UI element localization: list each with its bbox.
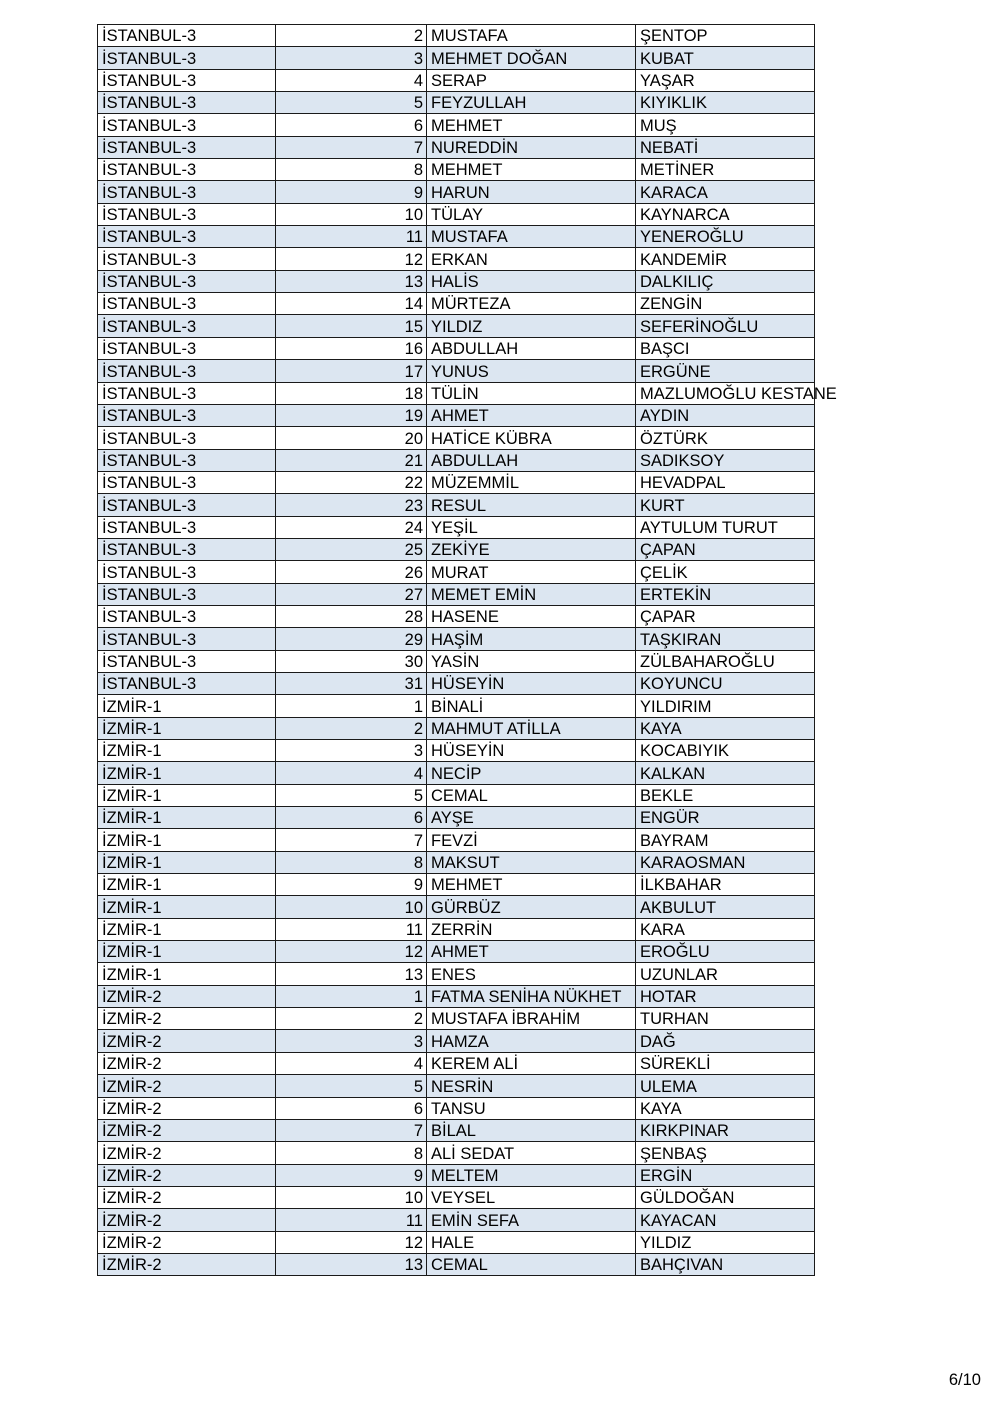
district-cell: İZMİR-1 bbox=[98, 941, 276, 963]
district-cell: İSTANBUL-3 bbox=[98, 561, 276, 583]
first-name-cell: FEVZİ bbox=[427, 829, 636, 851]
last-name-cell: DALKILIÇ bbox=[636, 270, 815, 292]
rank-cell: 7 bbox=[276, 1119, 427, 1141]
last-name-cell: AYTULUM TURUT bbox=[636, 516, 815, 538]
rank-cell: 21 bbox=[276, 449, 427, 471]
first-name-cell: MUSTAFA bbox=[427, 25, 636, 47]
table-row bbox=[98, 1030, 815, 1052]
district-cell: İSTANBUL-3 bbox=[98, 494, 276, 516]
rank-cell: 30 bbox=[276, 650, 427, 672]
district-cell: İZMİR-1 bbox=[98, 762, 276, 784]
table-row bbox=[98, 25, 815, 47]
district-cell: İZMİR-1 bbox=[98, 717, 276, 739]
rank-cell: 13 bbox=[276, 963, 427, 985]
first-name-cell: ABDULLAH bbox=[427, 337, 636, 359]
first-name-cell: MAHMUT ATİLLA bbox=[427, 717, 636, 739]
first-name-cell: MEHMET DOĞAN bbox=[427, 47, 636, 69]
district-cell: İSTANBUL-3 bbox=[98, 360, 276, 382]
first-name-cell: YASİN bbox=[427, 650, 636, 672]
table-row bbox=[98, 1209, 815, 1231]
first-name-cell: GÜRBÜZ bbox=[427, 896, 636, 918]
rank-cell: 9 bbox=[276, 874, 427, 896]
rank-cell: 11 bbox=[276, 1209, 427, 1231]
district-cell: İSTANBUL-3 bbox=[98, 315, 276, 337]
rank-cell: 11 bbox=[276, 226, 427, 248]
last-name-cell: KAYA bbox=[636, 717, 815, 739]
last-name-cell: KARAOSMAN bbox=[636, 851, 815, 873]
district-cell: İZMİR-2 bbox=[98, 1186, 276, 1208]
rank-cell: 14 bbox=[276, 293, 427, 315]
last-name-cell: KURT bbox=[636, 494, 815, 516]
rank-cell: 13 bbox=[276, 1253, 427, 1275]
table-row bbox=[98, 717, 815, 739]
first-name-cell: ZEKİYE bbox=[427, 538, 636, 560]
district-cell: İSTANBUL-3 bbox=[98, 605, 276, 627]
first-name-cell: MEHMET bbox=[427, 114, 636, 136]
last-name-cell: ERGİN bbox=[636, 1164, 815, 1186]
last-name-cell: ERTEKİN bbox=[636, 583, 815, 605]
district-cell: İZMİR-1 bbox=[98, 851, 276, 873]
table-row bbox=[98, 181, 815, 203]
table-row bbox=[98, 1253, 815, 1275]
last-name-cell: KUBAT bbox=[636, 47, 815, 69]
table-row bbox=[98, 427, 815, 449]
last-name-cell: BAHÇIVAN bbox=[636, 1253, 815, 1275]
first-name-cell: CEMAL bbox=[427, 784, 636, 806]
rank-cell: 6 bbox=[276, 807, 427, 829]
table-row bbox=[98, 896, 815, 918]
first-name-cell: YILDIZ bbox=[427, 315, 636, 337]
rank-cell: 24 bbox=[276, 516, 427, 538]
rank-cell: 19 bbox=[276, 404, 427, 426]
rank-cell: 3 bbox=[276, 1030, 427, 1052]
table-row bbox=[98, 583, 815, 605]
table-row bbox=[98, 807, 815, 829]
first-name-cell: MELTEM bbox=[427, 1164, 636, 1186]
table-row bbox=[98, 1097, 815, 1119]
district-cell: İSTANBUL-3 bbox=[98, 449, 276, 471]
table-row bbox=[98, 672, 815, 694]
district-cell: İZMİR-2 bbox=[98, 1231, 276, 1253]
last-name-cell: ÖZTÜRK bbox=[636, 427, 815, 449]
district-cell: İZMİR-1 bbox=[98, 807, 276, 829]
table-row bbox=[98, 650, 815, 672]
first-name-cell: HÜSEYİN bbox=[427, 740, 636, 762]
last-name-cell: BEKLE bbox=[636, 784, 815, 806]
rank-cell: 1 bbox=[276, 985, 427, 1007]
table-row bbox=[98, 449, 815, 471]
table-row bbox=[98, 918, 815, 940]
last-name-cell: KIRKPINAR bbox=[636, 1119, 815, 1141]
table-row bbox=[98, 963, 815, 985]
district-cell: İSTANBUL-3 bbox=[98, 471, 276, 493]
table-row bbox=[98, 404, 815, 426]
district-cell: İZMİR-1 bbox=[98, 740, 276, 762]
table-row bbox=[98, 538, 815, 560]
table-row bbox=[98, 337, 815, 359]
rank-cell: 5 bbox=[276, 784, 427, 806]
last-name-cell: YAŞAR bbox=[636, 69, 815, 91]
first-name-cell: TANSU bbox=[427, 1097, 636, 1119]
rank-cell: 23 bbox=[276, 494, 427, 516]
first-name-cell: NECİP bbox=[427, 762, 636, 784]
district-cell: İSTANBUL-3 bbox=[98, 92, 276, 114]
first-name-cell: HALE bbox=[427, 1231, 636, 1253]
table-row bbox=[98, 851, 815, 873]
last-name-cell: KARACA bbox=[636, 181, 815, 203]
district-cell: İZMİR-2 bbox=[98, 1253, 276, 1275]
rank-cell: 8 bbox=[276, 1142, 427, 1164]
district-cell: İZMİR-2 bbox=[98, 1209, 276, 1231]
rank-cell: 2 bbox=[276, 25, 427, 47]
table-row bbox=[98, 1075, 815, 1097]
first-name-cell: ZERRİN bbox=[427, 918, 636, 940]
last-name-cell: SADIKSOY bbox=[636, 449, 815, 471]
rank-cell: 8 bbox=[276, 851, 427, 873]
rank-cell: 10 bbox=[276, 896, 427, 918]
first-name-cell: FEYZULLAH bbox=[427, 92, 636, 114]
table-row bbox=[98, 874, 815, 896]
first-name-cell: AHMET bbox=[427, 404, 636, 426]
district-cell: İSTANBUL-3 bbox=[98, 181, 276, 203]
table-row bbox=[98, 293, 815, 315]
first-name-cell: TÜLİN bbox=[427, 382, 636, 404]
table-row bbox=[98, 248, 815, 270]
district-cell: İZMİR-2 bbox=[98, 1075, 276, 1097]
first-name-cell: MEMET EMİN bbox=[427, 583, 636, 605]
table-row bbox=[98, 47, 815, 69]
rank-cell: 2 bbox=[276, 1008, 427, 1030]
district-cell: İZMİR-2 bbox=[98, 1097, 276, 1119]
table-row bbox=[98, 1119, 815, 1141]
rank-cell: 25 bbox=[276, 538, 427, 560]
table-row bbox=[98, 1008, 815, 1030]
first-name-cell: HÜSEYİN bbox=[427, 672, 636, 694]
last-name-cell: ZENGİN bbox=[636, 293, 815, 315]
first-name-cell: NUREDDİN bbox=[427, 136, 636, 158]
first-name-cell: VEYSEL bbox=[427, 1186, 636, 1208]
rank-cell: 4 bbox=[276, 69, 427, 91]
table-row bbox=[98, 315, 815, 337]
last-name-cell: KIYIKLIK bbox=[636, 92, 815, 114]
table-row bbox=[98, 784, 815, 806]
district-cell: İZMİR-2 bbox=[98, 1052, 276, 1074]
table-row bbox=[98, 1142, 815, 1164]
first-name-cell: RESUL bbox=[427, 494, 636, 516]
table-row bbox=[98, 829, 815, 851]
rank-cell: 4 bbox=[276, 1052, 427, 1074]
district-cell: İZMİR-1 bbox=[98, 918, 276, 940]
district-cell: İSTANBUL-3 bbox=[98, 382, 276, 404]
rank-cell: 3 bbox=[276, 740, 427, 762]
last-name-cell: KOCABIYIK bbox=[636, 740, 815, 762]
table-row bbox=[98, 270, 815, 292]
first-name-cell: MEHMET bbox=[427, 874, 636, 896]
first-name-cell: SERAP bbox=[427, 69, 636, 91]
table-row bbox=[98, 941, 815, 963]
first-name-cell: MURAT bbox=[427, 561, 636, 583]
district-cell: İZMİR-2 bbox=[98, 1119, 276, 1141]
last-name-cell: ERGÜNE bbox=[636, 360, 815, 382]
last-name-cell: DAĞ bbox=[636, 1030, 815, 1052]
table-row bbox=[98, 1164, 815, 1186]
last-name-cell: KALKAN bbox=[636, 762, 815, 784]
table-row bbox=[98, 628, 815, 650]
last-name-cell: AKBULUT bbox=[636, 896, 815, 918]
rank-cell: 6 bbox=[276, 114, 427, 136]
last-name-cell: ŞENTOP bbox=[636, 25, 815, 47]
district-cell: İSTANBUL-3 bbox=[98, 427, 276, 449]
rank-cell: 17 bbox=[276, 360, 427, 382]
first-name-cell: YUNUS bbox=[427, 360, 636, 382]
table-row bbox=[98, 561, 815, 583]
district-cell: İZMİR-1 bbox=[98, 963, 276, 985]
rank-cell: 6 bbox=[276, 1097, 427, 1119]
rank-cell: 16 bbox=[276, 337, 427, 359]
district-cell: İZMİR-2 bbox=[98, 1030, 276, 1052]
district-cell: İSTANBUL-3 bbox=[98, 248, 276, 270]
district-cell: İZMİR-2 bbox=[98, 1008, 276, 1030]
rank-cell: 2 bbox=[276, 717, 427, 739]
rank-cell: 5 bbox=[276, 1075, 427, 1097]
district-cell: İSTANBUL-3 bbox=[98, 583, 276, 605]
district-cell: İSTANBUL-3 bbox=[98, 628, 276, 650]
district-cell: İSTANBUL-3 bbox=[98, 114, 276, 136]
district-cell: İSTANBUL-3 bbox=[98, 203, 276, 225]
rank-cell: 7 bbox=[276, 829, 427, 851]
rank-cell: 26 bbox=[276, 561, 427, 583]
rank-cell: 12 bbox=[276, 248, 427, 270]
first-name-cell: ERKAN bbox=[427, 248, 636, 270]
last-name-cell: HEVADPAL bbox=[636, 471, 815, 493]
table-row bbox=[98, 516, 815, 538]
rank-cell: 9 bbox=[276, 1164, 427, 1186]
last-name-cell: ÇELİK bbox=[636, 561, 815, 583]
rank-cell: 12 bbox=[276, 941, 427, 963]
last-name-cell: GÜLDOĞAN bbox=[636, 1186, 815, 1208]
last-name-cell: TURHAN bbox=[636, 1008, 815, 1030]
rank-cell: 8 bbox=[276, 159, 427, 181]
last-name-cell: MAZLUMOĞLU KESTANE bbox=[636, 382, 815, 404]
last-name-cell: KARA bbox=[636, 918, 815, 940]
table-row bbox=[98, 1186, 815, 1208]
table-row bbox=[98, 69, 815, 91]
last-name-cell: KAYA bbox=[636, 1097, 815, 1119]
table-row bbox=[98, 226, 815, 248]
table-row bbox=[98, 360, 815, 382]
table-row bbox=[98, 471, 815, 493]
first-name-cell: ALİ SEDAT bbox=[427, 1142, 636, 1164]
rank-cell: 1 bbox=[276, 695, 427, 717]
table-row bbox=[98, 762, 815, 784]
district-cell: İZMİR-1 bbox=[98, 784, 276, 806]
table-row bbox=[98, 92, 815, 114]
rank-cell: 5 bbox=[276, 92, 427, 114]
first-name-cell: HARUN bbox=[427, 181, 636, 203]
rank-cell: 9 bbox=[276, 181, 427, 203]
first-name-cell: HAMZA bbox=[427, 1030, 636, 1052]
table-row bbox=[98, 740, 815, 762]
rank-cell: 10 bbox=[276, 203, 427, 225]
rank-cell: 31 bbox=[276, 672, 427, 694]
first-name-cell: HASENE bbox=[427, 605, 636, 627]
last-name-cell: ULEMA bbox=[636, 1075, 815, 1097]
table-row bbox=[98, 494, 815, 516]
rank-cell: 10 bbox=[276, 1186, 427, 1208]
rank-cell: 4 bbox=[276, 762, 427, 784]
table-row bbox=[98, 136, 815, 158]
first-name-cell: HATİCE KÜBRA bbox=[427, 427, 636, 449]
district-cell: İSTANBUL-3 bbox=[98, 293, 276, 315]
first-name-cell: ABDULLAH bbox=[427, 449, 636, 471]
district-cell: İSTANBUL-3 bbox=[98, 25, 276, 47]
first-name-cell: CEMAL bbox=[427, 1253, 636, 1275]
first-name-cell: MUSTAFA İBRAHİM bbox=[427, 1008, 636, 1030]
first-name-cell: AYŞE bbox=[427, 807, 636, 829]
table-row bbox=[98, 114, 815, 136]
table-row bbox=[98, 1052, 815, 1074]
rank-cell: 29 bbox=[276, 628, 427, 650]
first-name-cell: MEHMET bbox=[427, 159, 636, 181]
table-row bbox=[98, 1231, 815, 1253]
rank-cell: 22 bbox=[276, 471, 427, 493]
table-row bbox=[98, 203, 815, 225]
district-cell: İSTANBUL-3 bbox=[98, 516, 276, 538]
rank-cell: 18 bbox=[276, 382, 427, 404]
first-name-cell: YEŞİL bbox=[427, 516, 636, 538]
last-name-cell: ŞENBAŞ bbox=[636, 1142, 815, 1164]
first-name-cell: KEREM ALİ bbox=[427, 1052, 636, 1074]
first-name-cell: EMİN SEFA bbox=[427, 1209, 636, 1231]
district-cell: İZMİR-2 bbox=[98, 985, 276, 1007]
first-name-cell: MAKSUT bbox=[427, 851, 636, 873]
last-name-cell: HOTAR bbox=[636, 985, 815, 1007]
last-name-cell: SEFERİNOĞLU bbox=[636, 315, 815, 337]
last-name-cell: ENGÜR bbox=[636, 807, 815, 829]
first-name-cell: BİLAL bbox=[427, 1119, 636, 1141]
last-name-cell: AYDIN bbox=[636, 404, 815, 426]
last-name-cell: KAYACAN bbox=[636, 1209, 815, 1231]
last-name-cell: KOYUNCU bbox=[636, 672, 815, 694]
district-cell: İSTANBUL-3 bbox=[98, 159, 276, 181]
candidate-table-body bbox=[98, 25, 837, 1276]
first-name-cell: FATMA SENİHA NÜKHET bbox=[427, 985, 636, 1007]
rank-cell: 11 bbox=[276, 918, 427, 940]
district-cell: İSTANBUL-3 bbox=[98, 337, 276, 359]
last-name-cell: YILDIRIM bbox=[636, 695, 815, 717]
last-name-cell: TAŞKIRAN bbox=[636, 628, 815, 650]
candidate-table bbox=[97, 24, 837, 1276]
district-cell: İSTANBUL-3 bbox=[98, 270, 276, 292]
last-name-cell: MUŞ bbox=[636, 114, 815, 136]
table-row bbox=[98, 382, 815, 404]
last-name-cell: BAYRAM bbox=[636, 829, 815, 851]
first-name-cell: MÜZEMMİL bbox=[427, 471, 636, 493]
district-cell: İSTANBUL-3 bbox=[98, 538, 276, 560]
rank-cell: 28 bbox=[276, 605, 427, 627]
last-name-cell: EROĞLU bbox=[636, 941, 815, 963]
first-name-cell: ENES bbox=[427, 963, 636, 985]
first-name-cell: NESRİN bbox=[427, 1075, 636, 1097]
last-name-cell: İLKBAHAR bbox=[636, 874, 815, 896]
first-name-cell: HAŞİM bbox=[427, 628, 636, 650]
last-name-cell: KAYNARCA bbox=[636, 203, 815, 225]
district-cell: İZMİR-2 bbox=[98, 1164, 276, 1186]
last-name-cell: YILDIZ bbox=[636, 1231, 815, 1253]
district-cell: İSTANBUL-3 bbox=[98, 69, 276, 91]
rank-cell: 12 bbox=[276, 1231, 427, 1253]
district-cell: İZMİR-1 bbox=[98, 695, 276, 717]
district-cell: İZMİR-1 bbox=[98, 896, 276, 918]
last-name-cell: BAŞCI bbox=[636, 337, 815, 359]
rank-cell: 15 bbox=[276, 315, 427, 337]
district-cell: İZMİR-2 bbox=[98, 1142, 276, 1164]
first-name-cell: MUSTAFA bbox=[427, 226, 636, 248]
first-name-cell: HALİS bbox=[427, 270, 636, 292]
last-name-cell: UZUNLAR bbox=[636, 963, 815, 985]
last-name-cell: ÇAPAN bbox=[636, 538, 815, 560]
table-row bbox=[98, 695, 815, 717]
table-row bbox=[98, 985, 815, 1007]
page-number: 6/10 bbox=[948, 1371, 981, 1389]
last-name-cell: ZÜLBAHAROĞLU bbox=[636, 650, 815, 672]
table-row bbox=[98, 605, 815, 627]
last-name-cell: NEBATİ bbox=[636, 136, 815, 158]
rank-cell: 27 bbox=[276, 583, 427, 605]
rank-cell: 13 bbox=[276, 270, 427, 292]
first-name-cell: BİNALİ bbox=[427, 695, 636, 717]
last-name-cell: YENEROĞLU bbox=[636, 226, 815, 248]
district-cell: İSTANBUL-3 bbox=[98, 404, 276, 426]
first-name-cell: AHMET bbox=[427, 941, 636, 963]
rank-cell: 7 bbox=[276, 136, 427, 158]
rank-cell: 20 bbox=[276, 427, 427, 449]
last-name-cell: SÜREKLİ bbox=[636, 1052, 815, 1074]
district-cell: İZMİR-1 bbox=[98, 829, 276, 851]
last-name-cell: METİNER bbox=[636, 159, 815, 181]
district-cell: İSTANBUL-3 bbox=[98, 226, 276, 248]
district-cell: İSTANBUL-3 bbox=[98, 650, 276, 672]
district-cell: İZMİR-1 bbox=[98, 874, 276, 896]
district-cell: İSTANBUL-3 bbox=[98, 136, 276, 158]
rank-cell: 3 bbox=[276, 47, 427, 69]
first-name-cell: MÜRTEZA bbox=[427, 293, 636, 315]
table-row bbox=[98, 159, 815, 181]
district-cell: İSTANBUL-3 bbox=[98, 47, 276, 69]
last-name-cell: ÇAPAR bbox=[636, 605, 815, 627]
last-name-cell: KANDEMİR bbox=[636, 248, 815, 270]
district-cell: İSTANBUL-3 bbox=[98, 672, 276, 694]
first-name-cell: TÜLAY bbox=[427, 203, 636, 225]
